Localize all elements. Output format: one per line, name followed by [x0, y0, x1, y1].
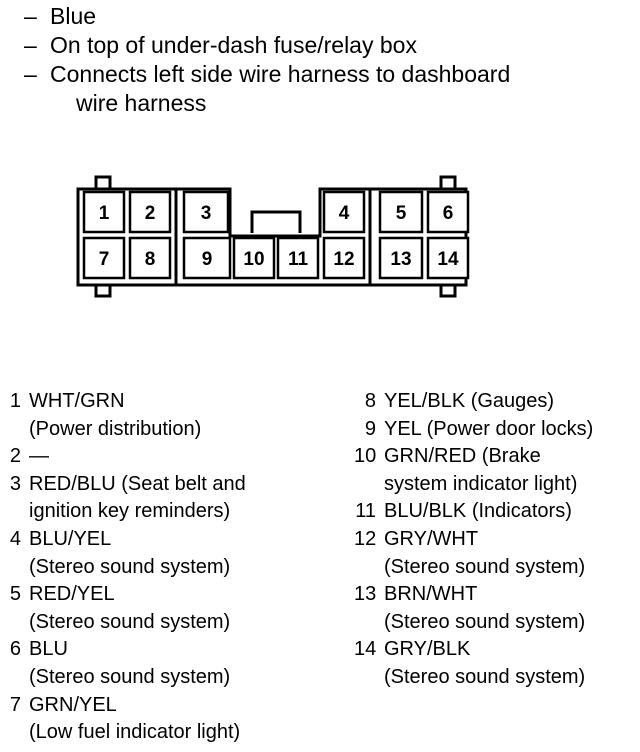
legend-entry-7: [4, 692, 246, 747]
legend-pin-number: 3: [9, 472, 21, 495]
legend-text: [21, 526, 230, 581]
legend-pin-number: 2: [9, 445, 21, 468]
legend-pin-number: 12: [354, 527, 377, 550]
legend-text: [376, 636, 585, 691]
pin-legend-left: [4, 388, 246, 747]
legend-wire-color: GRY/WHT: [384, 527, 479, 550]
legend-circuit: system indicator light): [384, 472, 578, 495]
legend-circuit: (Stereo sound system): [384, 555, 586, 578]
pin-label-13: 13: [390, 249, 412, 270]
pin-label-8: 8: [144, 249, 156, 270]
legend-circuit: (Power distribution): [29, 417, 202, 440]
legend-pin-number: 5: [9, 583, 21, 606]
legend-entry-10: [354, 443, 593, 498]
legend-wire-color: GRN/RED (Brake: [384, 445, 541, 468]
legend-circuit: (Stereo sound system): [384, 610, 586, 633]
info-dash: –: [24, 61, 37, 87]
legend-pin-number: 13: [354, 583, 377, 606]
legend-text: [21, 636, 230, 691]
legend-text: [21, 443, 49, 471]
legend-text: [376, 581, 585, 636]
legend-circuit: ignition key reminders): [29, 500, 231, 523]
legend-text: [21, 388, 201, 443]
legend-text: [21, 692, 240, 747]
legend-text: [376, 388, 554, 416]
pin-label-2: 2: [144, 203, 156, 224]
info-connects: Connects left side wire harness to dashboard: [50, 61, 511, 87]
legend-pin-number: 6: [9, 638, 21, 661]
legend-wire-color: —: [29, 445, 49, 468]
legend-entry-3: [4, 471, 246, 526]
legend-pin-number: 1: [9, 390, 21, 412]
legend-circuit: (Stereo sound system): [384, 665, 586, 688]
legend-circuit: (Stereo sound system): [29, 610, 231, 633]
pin-label-10: 10: [243, 249, 265, 270]
legend-entry-1: [4, 388, 246, 443]
legend-pin-number: 8: [364, 390, 376, 412]
legend-wire-color: GRY/BLK: [384, 638, 471, 661]
legend-pin-number: 14: [354, 638, 377, 661]
legend-pin-number: 7: [9, 693, 21, 716]
info-color: Blue: [50, 3, 97, 29]
info-dash: –: [24, 3, 37, 29]
pin-label-11: 11: [287, 249, 309, 270]
legend-circuit: (Stereo sound system): [29, 665, 231, 688]
legend-circuit: (Stereo sound system): [29, 555, 231, 578]
pin-label-14: 14: [437, 249, 459, 270]
pin-label-7: 7: [98, 249, 110, 270]
pin-label-12: 12: [333, 249, 355, 270]
legend-entry-13: [354, 581, 593, 636]
legend-pin-number: 11: [355, 500, 376, 523]
pin-legend-right: [354, 388, 593, 692]
legend-entry-4: [4, 526, 246, 581]
legend-wire-color: BLU/YEL: [29, 527, 112, 550]
legend-wire-color: RED/YEL: [29, 583, 115, 606]
pin-label-9: 9: [201, 249, 213, 270]
key-notch: [252, 212, 300, 233]
legend-entry-6: [4, 636, 246, 691]
legend-entry-14: [354, 636, 593, 691]
pin-label-1: 1: [98, 203, 110, 224]
legend-pin-number: 9: [364, 417, 376, 440]
info-connects-cont: wire harness: [76, 90, 207, 116]
legend-pin-number: 4: [9, 527, 21, 550]
legend-text: [21, 471, 246, 526]
info-dash: –: [24, 32, 37, 58]
legend-wire-color: RED/BLU (Seat belt and: [29, 472, 246, 495]
legend-circuit: (Low fuel indicator light): [29, 721, 241, 744]
legend-entry-12: [354, 526, 593, 581]
legend-text: [376, 526, 585, 581]
legend-wire-color: BRN/WHT: [384, 583, 478, 606]
legend-text: [376, 443, 577, 498]
legend-entry-8: [354, 388, 593, 416]
legend-entry-11: [354, 498, 593, 526]
pin-label-3: 3: [200, 203, 212, 224]
legend-text: [376, 416, 593, 444]
legend-wire-color: BLU/BLK (Indicators): [384, 500, 572, 523]
legend-text: [21, 581, 230, 636]
legend-text: [376, 498, 572, 526]
info-location: On top of under-dash fuse/relay box: [50, 32, 417, 58]
pin-label-5: 5: [395, 203, 407, 224]
legend-entry-9: [354, 416, 593, 444]
legend-entry-2: [4, 443, 246, 471]
legend-wire-color: BLU: [29, 638, 68, 661]
legend-wire-color: YEL (Power door locks): [384, 417, 594, 440]
pin-label-4: 4: [338, 203, 350, 224]
legend-entry-5: [4, 581, 246, 636]
legend-wire-color: YEL/BLK (Gauges): [384, 390, 555, 412]
legend-pin-number: 10: [354, 445, 377, 468]
pin-label-6: 6: [442, 203, 454, 224]
legend-wire-color: WHT/GRN: [29, 390, 125, 412]
legend-wire-color: GRN/YEL: [29, 693, 117, 716]
